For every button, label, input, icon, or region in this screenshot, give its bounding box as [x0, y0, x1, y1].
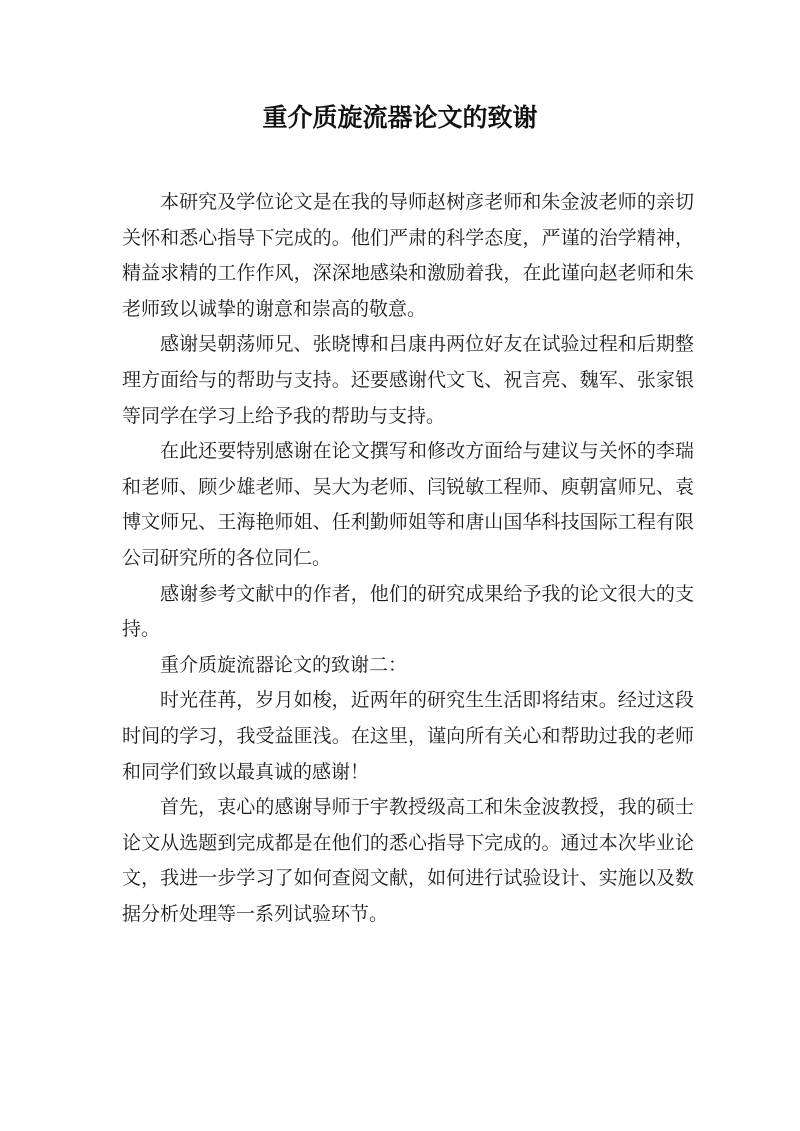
document-body — [122, 185, 694, 932]
section-heading-2: 重介质旋流器论文的致谢二： — [160, 653, 408, 676]
paragraph-3: 在此还要特别感谢在论文撰写和修改方面给与建议与关怀的李瑞和老师、顾少雄老师、吴大为老师、闫锐敏工程师、庾朝富师兄、袁博文师兄、王海艳师姐、任利勤师姐等和唐山国华科技国际工程有限公司研究所的各位同仁。 — [122, 440, 694, 569]
paragraph-1: 本研究及学位论文是在我的导师赵树彦老师和朱金波老师的亲切关怀和悉心指导下完成的。他们严肃的科学态度，严谨的治学精神，精益求精的工作作风，深深地感染和激励着我，在此谨向赵老师和朱老师致以诚挚的谢意和崇高的敬意。 — [122, 191, 694, 320]
paragraph-4: 感谢参考文献中的作者，他们的研究成果给予我的论文很大的支持。 — [122, 582, 694, 641]
document-title: 重介质旋流器论文的致谢 — [262, 103, 538, 132]
paragraph-6: 首先，衷心的感谢导师于宇教授级高工和朱金波教授，我的硕士论文从选题到完成都是在他们的悉心指导下完成的。通过本次毕业论文，我进一步学习了如何查阅文献，如何进行试验设计、实施以及数据分析处理等一系列试验环节。 — [122, 796, 694, 925]
paragraph-5: 时光荏苒，岁月如梭，近两年的研究生生活即将结束。经过这段时间的学习，我受益匪浅。在这里，谨向所有关心和帮助过我的老师和同学们致以最真诚的感谢！ — [122, 689, 694, 783]
paragraph-2: 感谢吴朝荡师兄、张晓博和吕康冉两位好友在试验过程和后期整理方面给与的帮助与支持。还要感谢代文飞、祝言亮、魏军、张家银等同学在学习上给予我的帮助与支持。 — [122, 333, 694, 427]
